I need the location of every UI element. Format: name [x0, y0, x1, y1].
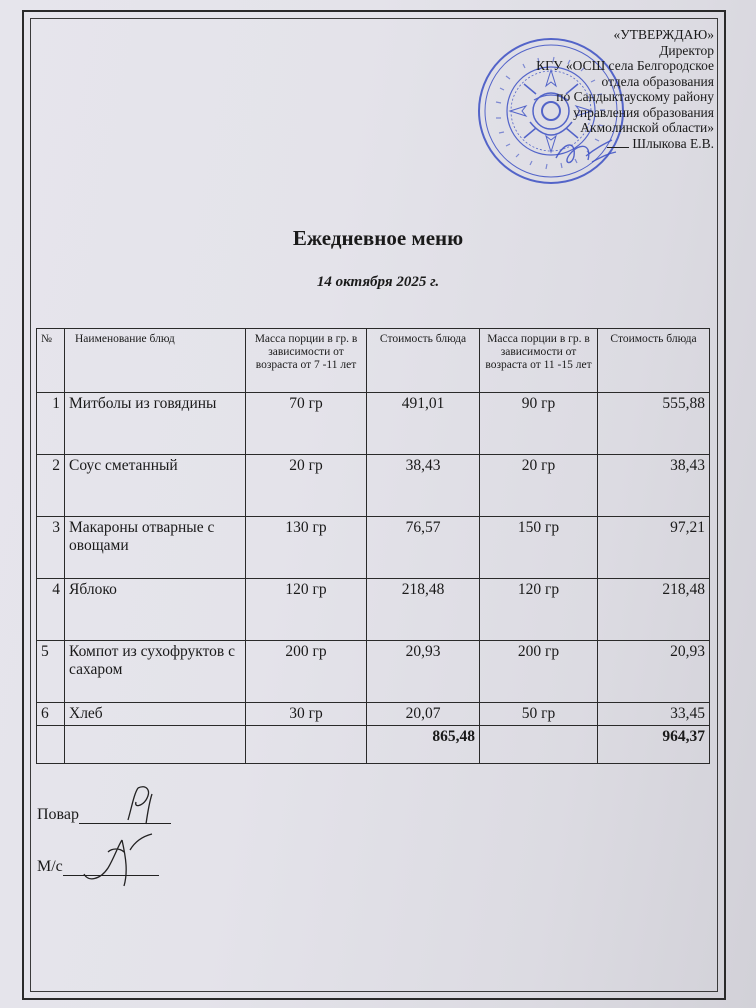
table-row	[37, 641, 710, 703]
dish-name: Митболы из говядины	[65, 393, 246, 455]
cost-7-11: 20,07	[367, 703, 480, 726]
header-cost-11-15: Стоимость блюда	[598, 329, 710, 393]
dish-name: Соус сметанный	[65, 455, 246, 517]
approval-position: Директор	[659, 42, 714, 58]
cost-11-15: 20,93	[598, 641, 710, 703]
mass-7-11: 30 гр	[246, 703, 367, 726]
cost-11-15: 218,48	[598, 579, 710, 641]
cost-11-15: 38,43	[598, 455, 710, 517]
row-number: 3	[37, 517, 65, 579]
table-totals-row	[37, 726, 710, 764]
dish-name: Компот из сухофруктов с сахаром	[65, 641, 246, 703]
totals-empty-cell	[65, 726, 246, 764]
cost-11-15: 33,45	[598, 703, 710, 726]
mass-11-15: 200 гр	[480, 641, 598, 703]
row-number: 5	[37, 641, 65, 703]
total-cost-11-15: 964,37	[598, 726, 710, 764]
row-number: 1	[37, 393, 65, 455]
row-number: 6	[37, 703, 65, 726]
row-number: 4	[37, 579, 65, 641]
cost-7-11: 218,48	[367, 579, 480, 641]
mass-7-11: 20 гр	[246, 455, 367, 517]
cook-label: Повар	[37, 806, 79, 823]
table-row	[37, 455, 710, 517]
cook-signature	[118, 780, 168, 830]
dish-name: Макароны отварные с овощами	[65, 517, 246, 579]
table-row	[37, 703, 710, 726]
approval-region: Акмолинской области»	[580, 120, 714, 135]
nurse-label: М/с	[37, 858, 63, 875]
director-signature	[552, 130, 622, 175]
menu-table	[36, 328, 710, 764]
header-number: №	[37, 329, 65, 393]
cost-7-11: 76,57	[367, 517, 480, 579]
dish-name: Яблоко	[65, 579, 246, 641]
mass-11-15: 150 гр	[480, 517, 598, 579]
approval-heading: «УТВЕРЖДАЮ»	[613, 27, 714, 42]
cost-7-11: 38,43	[367, 455, 480, 517]
approval-department: отдела образования	[601, 73, 714, 89]
total-cost-7-11: 865,48	[367, 726, 480, 764]
approval-district: по Сандыктаускому району	[556, 89, 714, 104]
approval-signatory-name: Шлыкова Е.В.	[632, 135, 714, 151]
table-row	[37, 517, 710, 579]
totals-empty-cell	[37, 726, 65, 764]
approval-administration: управления образования	[573, 104, 714, 120]
header-cost-7-11: Стоимость блюда	[367, 329, 480, 393]
totals-empty-cell	[480, 726, 598, 764]
header-dish-name: Наименование блюд	[65, 329, 246, 393]
approval-organization: КГУ «ОСШ села Белгородское	[536, 58, 714, 73]
mass-11-15: 20 гр	[480, 455, 598, 517]
mass-7-11: 120 гр	[246, 579, 367, 641]
mass-11-15: 90 гр	[480, 393, 598, 455]
cost-11-15: 555,88	[598, 393, 710, 455]
document-date: 14 октября 2025 г.	[316, 274, 440, 290]
header-mass-11-15: Масса порции в гр. в зависимости от возраста от 11 -15 лет	[480, 329, 598, 393]
cost-7-11: 491,01	[367, 393, 480, 455]
mass-7-11: 70 гр	[246, 393, 367, 455]
nurse-signature	[84, 834, 152, 886]
totals-empty-cell	[246, 726, 367, 764]
mass-11-15: 120 гр	[480, 579, 598, 641]
header-mass-7-11: Масса порции в гр. в зависимости от возраста от 7 -11 лет	[246, 329, 367, 393]
mass-11-15: 50 гр	[480, 703, 598, 726]
table-row	[37, 393, 710, 455]
table-header-row	[37, 329, 710, 393]
row-number: 2	[37, 455, 65, 517]
mass-7-11: 130 гр	[246, 517, 367, 579]
document-title: Ежедневное меню	[292, 226, 464, 250]
cost-11-15: 97,21	[598, 517, 710, 579]
table-row	[37, 579, 710, 641]
cost-7-11: 20,93	[367, 641, 480, 703]
dish-name: Хлеб	[65, 703, 246, 726]
mass-7-11: 200 гр	[246, 641, 367, 703]
